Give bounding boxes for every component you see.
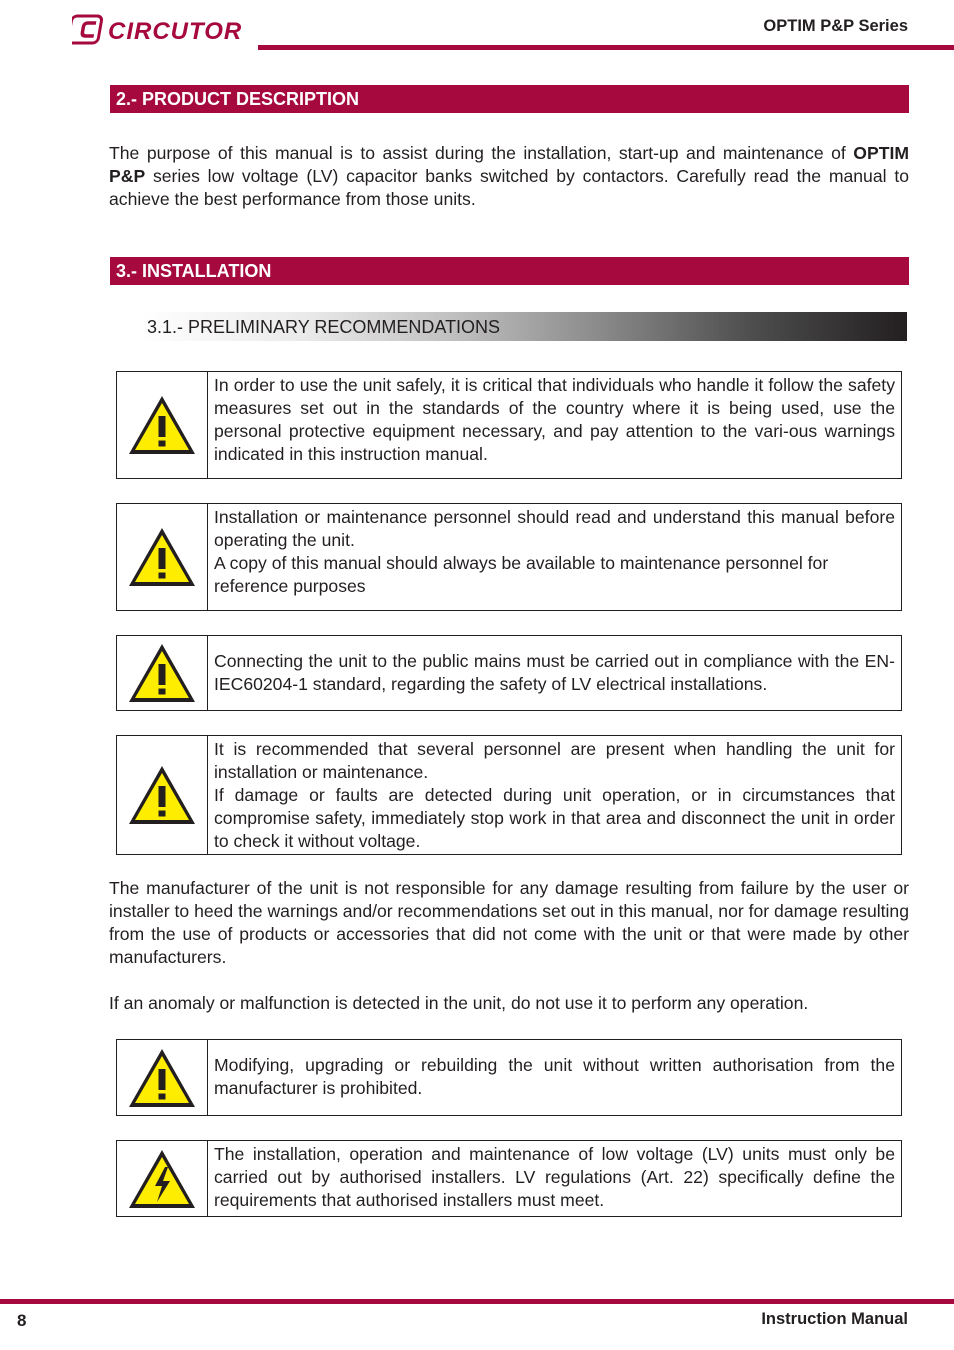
warning-box xyxy=(116,635,902,711)
warning-exclamation-icon xyxy=(127,642,197,704)
warning-text: Installation or maintenance personnel should read and understand this manual before operating the unit. A copy of this manual should always be available to maintenance personnel for reference purposes xyxy=(214,507,895,596)
warning-text: The installation, operation and maintenance of low voltage (LV) units must only be carried out by authorised installers. LV regulations (Art. 22) specifically define the requirements that authorised installers must meet. xyxy=(214,1144,895,1210)
warning-box xyxy=(116,503,902,611)
warning-box xyxy=(116,735,902,855)
warning-box xyxy=(116,371,902,479)
circutor-logo xyxy=(72,12,248,46)
header-rule xyxy=(258,45,954,50)
page-number: 8 xyxy=(17,1311,27,1330)
warning-icon-cell xyxy=(117,1040,208,1115)
warning-icon-cell xyxy=(117,504,208,610)
warning-icon-cell xyxy=(117,1141,208,1216)
warning-text: In order to use the unit safely, it is critical that individuals who handle it follow the safety measures set out in the standards of the country where it is being used, use the personal protective equipment necessary, and pay attention to the vari-ous warnings indicated in this instruction manual. xyxy=(214,375,895,464)
anomaly-paragraph: If an anomaly or malfunction is detected in the unit, do not use it to perform any operation. xyxy=(109,993,809,1013)
warning-box xyxy=(116,1039,902,1116)
warning-exclamation-icon xyxy=(127,764,197,826)
product-description-paragraph: The purpose of this manual is to assist during the installation, start-up and maintenance of OPTIM P&P series low voltage (LV) capacitor banks switched by contactors. Carefully read the manual to achieve the best performance from those units. xyxy=(109,143,909,209)
section-title-product-description: 2.- PRODUCT DESCRIPTION xyxy=(110,85,909,113)
series-title: OPTIM P&P Series xyxy=(763,17,908,35)
warning-exclamation-icon xyxy=(127,394,197,456)
warning-text: It is recommended that several personnel are present when handling the unit for installation or maintenance. If damage or faults are detected during unit operation, or in circumstances that compromise safety, immediately stop work in that area and disconnect the unit in order to check it without voltage. xyxy=(214,739,895,851)
electrical-hazard-icon xyxy=(127,1148,197,1210)
warning-icon-cell xyxy=(117,372,208,478)
manufacturer-disclaimer-paragraph: The manufacturer of the unit is not responsible for any damage resulting from failure by the user or installer to heed the warnings and/or recommendations set out in this manual, nor for damage resulting from the use of products or accessories that did not come with the unit or that were made by other manufacturers. xyxy=(109,878,909,967)
warning-icon-cell xyxy=(117,636,208,710)
subsection-title-preliminary: 3.1.- PRELIMINARY RECOMMENDATIONS xyxy=(140,312,907,341)
svg-text:CIRCUTOR: CIRCUTOR xyxy=(108,18,243,45)
warning-exclamation-icon xyxy=(127,526,197,588)
warning-text: Connecting the unit to the public mains must be carried out in compliance with the EN-IEC60204-1 standard, regarding the safety of LV electrical installations. xyxy=(214,651,895,694)
section-title-installation: 3.- INSTALLATION xyxy=(110,257,909,285)
warning-icon-cell xyxy=(117,736,208,854)
manual-title: Instruction Manual xyxy=(761,1310,908,1328)
warning-text: Modifying, upgrading or rebuilding the unit without written authorisation from the manufacturer is prohibited. xyxy=(214,1055,895,1098)
warning-exclamation-icon xyxy=(127,1047,197,1109)
warning-box xyxy=(116,1140,902,1217)
footer-rule xyxy=(0,1299,954,1304)
